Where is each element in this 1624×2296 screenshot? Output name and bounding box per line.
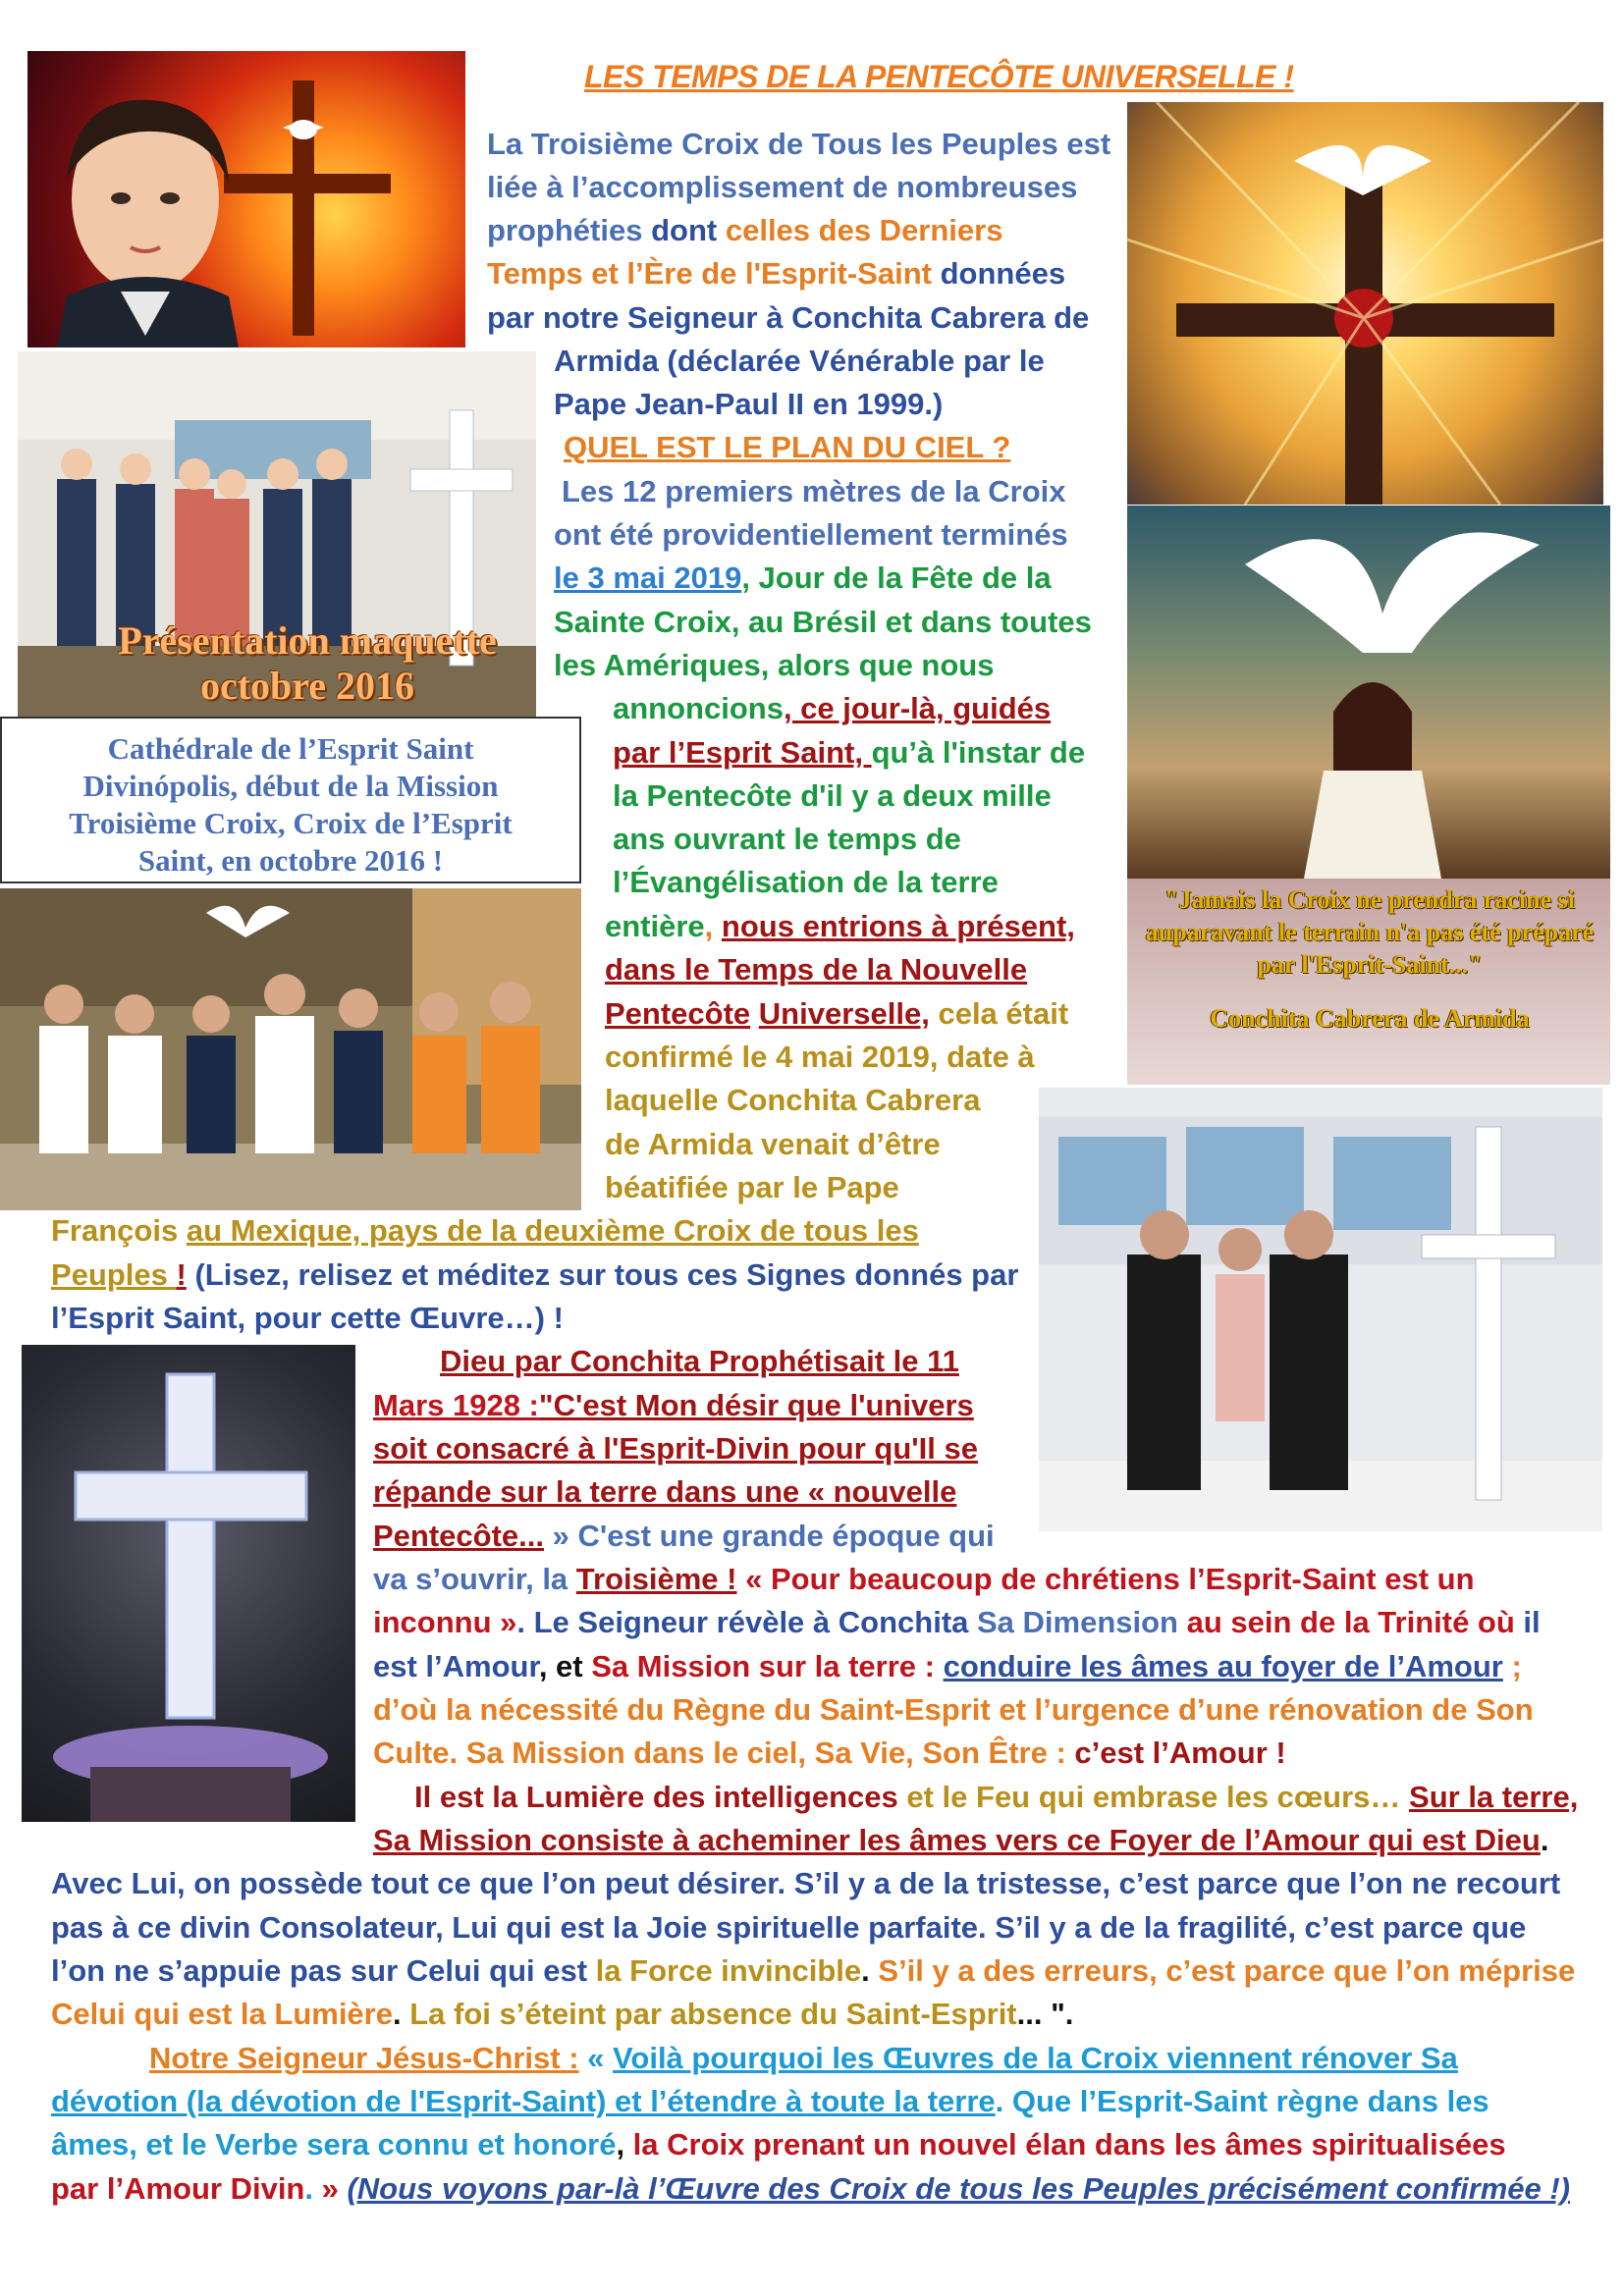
text-span: dont	[651, 213, 726, 247]
text-span: par l’Esprit Saint,	[613, 735, 872, 770]
text-span: Temps et l’Ère de l'Esprit-Saint	[487, 256, 941, 291]
text-span: "C'est Mon désir que	[538, 1388, 850, 1422]
prophecy-line	[373, 1645, 1522, 1689]
quote-author: Conchita Cabrera de Armida	[1210, 1004, 1530, 1033]
plan-line: la Pentecôte d'il y a deux mille	[613, 778, 1052, 813]
text-span: Culte. Sa Mission dans le ciel, Sa Vie, Son Être :	[373, 1735, 1075, 1770]
prophecy-line	[373, 1819, 1548, 1863]
text-span: l’on ne s’appuie pas sur Celui qui est	[51, 1953, 596, 1988]
prophecy-line	[373, 1601, 1541, 1645]
text-span: inconnu »	[373, 1605, 517, 1639]
illuminated-cross-image	[22, 1345, 355, 1822]
prophecy-line	[51, 1949, 1575, 1994]
text-span: est l’Amour	[373, 1649, 539, 1683]
p1-line: Armida (déclarée Vénérable par le	[554, 344, 1045, 378]
text-span: ,	[704, 909, 722, 943]
text-span: , Jour de la Fête de la	[741, 561, 1052, 595]
text-span: Sa Mission consiste à acheminer les âmes vers ce Foyer de l’Amour qui est Dieu	[373, 1823, 1541, 1857]
p1-line	[487, 252, 1065, 296]
plan-line	[605, 992, 1068, 1037]
plan-line	[554, 557, 1052, 601]
text-span: entière	[605, 909, 705, 943]
text-span: Mars 1928 :	[373, 1388, 539, 1422]
plan-line: ont été providentiellement terminés	[554, 517, 1068, 552]
quote-line: auparavant le terrain n'a pas été préparé	[1145, 918, 1595, 946]
plan-line	[613, 687, 1051, 731]
text-span: François	[51, 1213, 187, 1248]
maquette-caption	[86, 618, 528, 709]
text-span: conduire les âmes au foyer de l’Amour	[943, 1649, 1503, 1683]
dove-icon	[1127, 506, 1610, 879]
text-span: et le Feu qui embrase les cœurs…	[897, 1780, 1410, 1814]
maquette-caption-line2: octobre 2016	[199, 664, 415, 708]
maquette-caption-line1: Présentation maquette	[118, 618, 497, 663]
text-span: qu’à l'instar de	[871, 735, 1086, 770]
text-span: Sa Dimension	[977, 1605, 1187, 1639]
plan-line: Les 12 premiers mètres de la Croix	[562, 474, 1066, 508]
portrait-image	[27, 51, 465, 347]
cross-with-dove-icon	[1127, 102, 1603, 505]
text-span: cela était	[929, 996, 1069, 1031]
caption-line: Saint, en octobre 2016 !	[137, 843, 444, 878]
cathedral-caption-box	[0, 717, 581, 883]
plan-line	[605, 905, 1075, 949]
text-span: .	[861, 1953, 879, 1988]
text-span: ,	[616, 2127, 633, 2162]
conchita-quote	[1129, 883, 1610, 1035]
radiant-cross-image	[1127, 102, 1603, 505]
text-span: Il est la Lumière des intelligences	[414, 1780, 898, 1814]
prophecy-line: d’où la nécessité du Règne du Saint-Esprit et l’urgence d’une rénovation de Son	[373, 1692, 1534, 1727]
text-span: «	[578, 2041, 614, 2075]
text-span: Voilà pourquoi les Œuvres de la Croix viennent rénover Sa	[613, 2041, 1458, 2075]
plan-line: ans ouvrant le temps de	[613, 822, 961, 856]
text-span: Sur la terre,	[1409, 1780, 1579, 1814]
text-span: S’il y a des erreurs, c’est parce que l’on méprise	[878, 1953, 1576, 1988]
page-title: LES TEMPS DE LA PENTECÔTE UNIVERSELLE !	[584, 59, 1294, 94]
plan-heading: QUEL EST LE PLAN DU CIEL ?	[564, 430, 1011, 464]
text-span: par l’Amour Divin	[51, 2171, 305, 2206]
plan-line: de Armida venait d’être	[605, 1127, 941, 1161]
plan-line: l’Évangélisation de la terre	[613, 865, 999, 899]
prophecy-line	[414, 1776, 1578, 1820]
plan-line	[51, 1209, 919, 1254]
text-span: la Croix prenant un nouvel élan dans les âmes spiritualisées	[632, 2127, 1506, 2162]
text-span: dévotion (la dévotion de l'Esprit-Saint) et l’étendre à toute la terre	[51, 2084, 996, 2118]
plan-line: l’Esprit Saint, pour cette Œuvre…) !	[51, 1301, 564, 1335]
burning-cross-icon	[27, 51, 465, 347]
text-span: au Mexique, pays de la deuxième Croix de tous les	[186, 1213, 919, 1248]
p1-line	[487, 209, 1002, 253]
text-span: (Nous voyons par-là l’Œuvre des Croix de tous les Peuples précisément confirmée !)	[347, 2171, 1570, 2206]
text-span: la Force invincible	[595, 1953, 862, 1988]
text-span: au sein de la Trinité où	[1186, 1605, 1515, 1639]
quote-line: par l'Esprit-Saint..."	[1257, 950, 1483, 979]
prophecy-line	[373, 1732, 1286, 1776]
closing-line	[149, 2037, 1458, 2081]
prophecy-line: soit consacré à l'Esprit-Divin pour qu'Il se	[373, 1431, 978, 1466]
p1-line: La Troisième Croix de Tous les Peuples est	[487, 127, 1111, 161]
caption-line: Cathédrale de l’Esprit Saint	[107, 731, 474, 766]
text-span: .	[304, 2171, 322, 2206]
plan-line	[613, 731, 1085, 775]
text-span: Pentecôte	[605, 996, 751, 1031]
text-span: celles des Derniers	[725, 213, 1003, 247]
text-span: , et	[538, 1649, 592, 1683]
text-span: !	[176, 1257, 187, 1292]
prophecy-line	[373, 1384, 974, 1428]
prophecy-line: répande sur la terre dans une « nouvelle	[373, 1474, 957, 1509]
text-span: le 3 mai 2019	[554, 561, 742, 595]
text-span: C'est une grande époque qui	[577, 1519, 995, 1553]
text-span: va s’ouvrir, la	[373, 1562, 576, 1596]
text-span: .	[1540, 1823, 1549, 1857]
group-photo-icon	[1039, 1088, 1602, 1531]
prophecy-line	[373, 1515, 995, 1559]
plan-line: Sainte Croix, au Brésil et dans toutes	[554, 605, 1092, 639]
text-span: Celui qui est la Lumière	[51, 1997, 393, 2031]
text-span: . Le Seigneur révèle à Conchita	[516, 1605, 977, 1639]
p1-line: Pape Jean-Paul II en 1999.)	[554, 387, 944, 421]
priest-couple-image	[1039, 1088, 1602, 1531]
text-span: ;	[1502, 1649, 1522, 1683]
prophecy-line: Dieu par Conchita Prophétisait le 11	[440, 1344, 959, 1378]
text-span: Pentecôte...	[373, 1519, 544, 1553]
plan-line: béatifiée par le Pape	[605, 1170, 899, 1204]
prophecy-line: Avec Lui, on possède tout ce que l’on peut désirer. S’il y a de la tristesse, c’est parce que l’on ne recourt	[51, 1866, 1561, 1900]
closing-line	[51, 2123, 1506, 2167]
prophecy-line	[51, 1993, 1073, 2037]
quote-line: "Jamais la Croix ne prendra racine si	[1164, 885, 1575, 914]
text-span: La foi s’éteint par absence du Saint-Esprit	[409, 1997, 1017, 2031]
text-span: Sa Mission sur la terre :	[591, 1649, 944, 1683]
prophecy-line	[373, 1558, 1475, 1602]
p1-line: par notre Seigneur à Conchita Cabrera de	[487, 300, 1090, 335]
crystal-cross-icon	[22, 1345, 355, 1822]
dove-rider-image	[1127, 506, 1610, 879]
text-span: »	[321, 2171, 348, 2206]
plan-line	[51, 1254, 1018, 1298]
closing-line	[51, 2167, 1570, 2212]
text-span: »	[544, 1519, 578, 1553]
plan-line: confirmé le 4 mai 2019, date à	[605, 1040, 1035, 1074]
text-span: annoncions	[613, 691, 784, 725]
text-span: « Pour beaucoup de chrétiens l’Esprit-Saint est un	[736, 1562, 1475, 1596]
caption-line: Troisième Croix, Croix de l’Esprit	[69, 806, 513, 840]
prophecy-line: pas à ce divin Consolateur, Lui qui est la Joie spirituelle parfaite. S’il y a de la fragilité, c’est parce que	[51, 1910, 1527, 1945]
text-span: . Que l’Esprit-Saint règne dans les	[995, 2084, 1489, 2118]
text-span: l'univers	[849, 1388, 974, 1422]
text-span: , ce jour-là, guidés	[783, 691, 1052, 725]
text-span: .	[392, 1997, 410, 2031]
text-span: Notre Seigneur Jésus-Christ :	[149, 2041, 579, 2075]
text-span: âmes, et le Verbe sera connu et honoré	[51, 2127, 617, 2162]
text-span	[750, 996, 759, 1031]
text-span: ... ".	[1016, 1997, 1074, 2031]
plan-line: les Amériques, alors que nous	[554, 648, 995, 682]
text-span: Peuples	[51, 1257, 177, 1292]
text-span: (Lisez, relisez et méditez sur tous ces Signes donnés par	[186, 1257, 1019, 1292]
text-span: il	[1514, 1605, 1541, 1639]
church-group-image	[0, 888, 581, 1210]
group-photo-icon	[0, 888, 581, 1210]
text-span: Troisième !	[575, 1562, 737, 1596]
closing-line	[51, 2080, 1489, 2124]
text-span: Universelle,	[758, 996, 930, 1031]
text-span: données	[940, 256, 1066, 291]
text-span: c’est l’Amour !	[1074, 1735, 1286, 1770]
caption-line: Divinópolis, début de la Mission	[82, 769, 499, 803]
p1-line: liée à l’accomplissement de nombreuses	[487, 170, 1078, 204]
text-span: prophéties	[487, 213, 652, 247]
text-span: nous entrions à présent,	[721, 909, 1075, 943]
plan-line: dans le Temps de la Nouvelle	[605, 952, 1028, 987]
plan-line: laquelle Conchita Cabrera	[605, 1083, 981, 1117]
